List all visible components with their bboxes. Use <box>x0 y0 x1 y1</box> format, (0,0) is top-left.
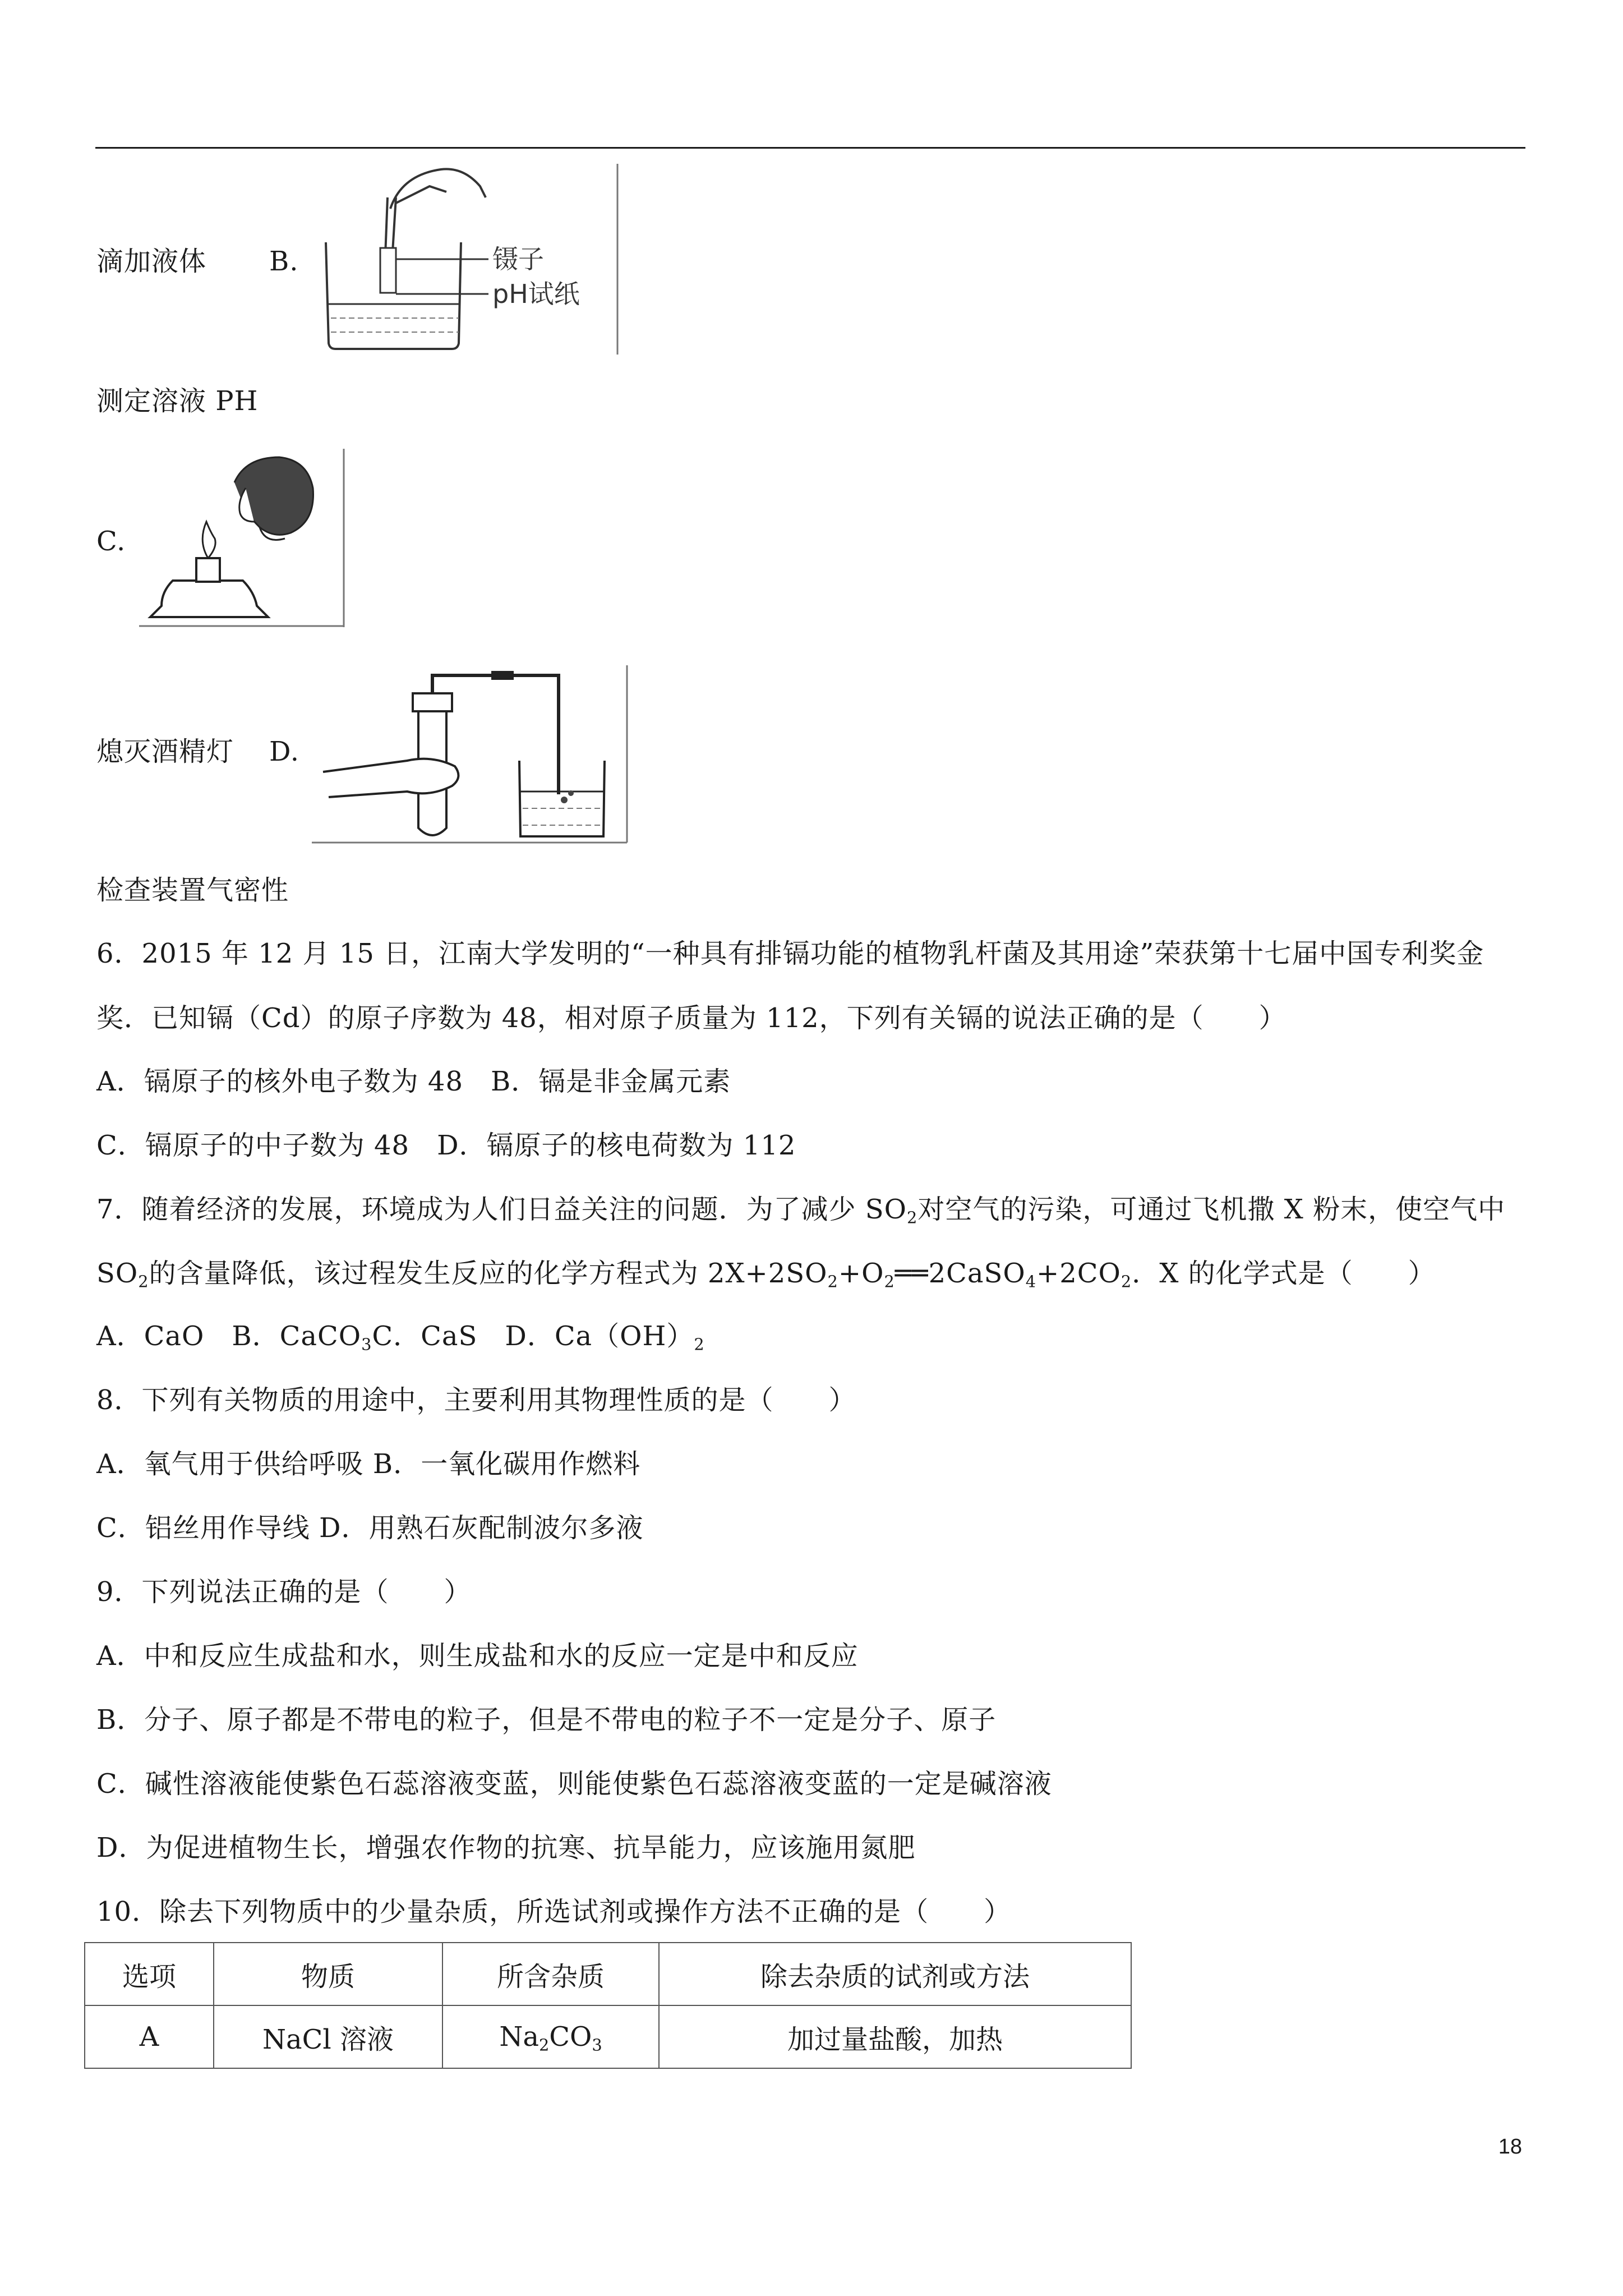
q6-options-ab: A．镉原子的核外电子数为 48 B．镉是非金属元素 <box>96 1066 731 1097</box>
q5-option-a-caption: 滴加液体 <box>96 246 207 277</box>
q9-option-c: C．碱性溶液能使紫色石蕊溶液变蓝，则能使紫色石蕊溶液变蓝的一定是碱溶液 <box>96 1768 1052 1800</box>
q6-stem-line2: 奖．已知镉（Cd）的原子序数为 48，相对原子质量为 112，下列有关镉的说法正确的是（ ） <box>96 1002 1287 1034</box>
row-a-substance: NaCl 溶液 <box>214 2005 442 2068</box>
row-a-impurity: $Na_2CO_3$ <box>442 2005 659 2068</box>
q6-stem-line1: 6．2015 年 12 月 15 日，江南大学发明的“一种具有排镉功能的植物乳杆菌及其用途”荣获第十七届中国专利奖金 <box>96 938 1484 969</box>
tweezers-label: 镊子 <box>492 244 544 274</box>
header-rule <box>95 147 1525 149</box>
q5-option-d-marker: D. <box>269 736 300 767</box>
q5-option-c-marker: C. <box>96 526 126 557</box>
airtightness-figure <box>312 665 631 845</box>
header-substance: 物质 <box>214 1943 442 2005</box>
header-impurity: 所含杂质 <box>442 1943 659 2005</box>
q8-options-ab: A．氧气用于供给呼吸 B．一氧化碳用作燃料 <box>96 1448 641 1480</box>
q8-stem: 8．下列有关物质的用途中，主要利用其物理性质的是（ ） <box>96 1384 856 1416</box>
page-number: 18 <box>1498 2135 1522 2159</box>
q5-option-b-marker: B. <box>269 246 299 277</box>
q8-options-cd: C．铝丝用作导线 D．用熟石灰配制波尔多液 <box>96 1512 644 1544</box>
q5-option-b-caption: 测定溶液 PH <box>96 385 259 417</box>
header-option: 选项 <box>85 1943 214 2005</box>
q6-options-cd: C．镉原子的中子数为 48 D．镉原子的核电荷数为 112 <box>96 1130 796 1161</box>
q7-stem-line2: $SO_2$的含量降低，该过程发生反应的化学方程式为 $2X+2SO_2+O_2══2CaSO_4+2CO_2$．X 的化学式是（ ） <box>96 1258 1436 1291</box>
row-a-method: 加过量盐酸，加热 <box>659 2005 1131 2068</box>
q10-stem: 10．除去下列物质中的少量杂质，所选试剂或操作方法不正确的是（ ） <box>96 1896 1012 1927</box>
q5-option-d-caption: 检查装置气密性 <box>96 875 289 906</box>
blowing-lamp-figure <box>139 449 347 628</box>
q5-option-c-caption: 熄灭酒精灯 <box>96 736 234 767</box>
q7-options: A．CaO B．CaCO$_3$C．CaS D．$Ca(OH)_2$ <box>96 1320 705 1354</box>
header-method: 除去杂质的试剂或方法 <box>659 1943 1131 2005</box>
row-a-option: A <box>85 2005 214 2068</box>
q9-option-a: A．中和反应生成盐和水，则生成盐和水的反应一定是中和反应 <box>96 1640 859 1672</box>
q9-option-b: B．分子、原子都是不带电的粒子，但是不带电的粒子不一定是分子、原子 <box>96 1704 997 1736</box>
ph-paper-label: pH试纸 <box>492 279 580 309</box>
table-row <box>85 2005 1131 2068</box>
q9-option-d: D．为促进植物生长，增强农作物的抗寒、抗旱能力，应该施用氮肥 <box>96 1832 916 1864</box>
table-header-row <box>85 1943 1131 2005</box>
q7-stem-line1: 7．随着经济的发展，环境成为人们日益关注的问题．为了减少 $SO_2$对空气的污染，可通过飞机撒 X 粉末，使空气中 <box>96 1194 1506 1227</box>
q9-stem: 9．下列说法正确的是（ ） <box>96 1576 472 1608</box>
q10-options-table <box>84 1942 1132 2069</box>
ph-test-figure <box>312 164 620 355</box>
